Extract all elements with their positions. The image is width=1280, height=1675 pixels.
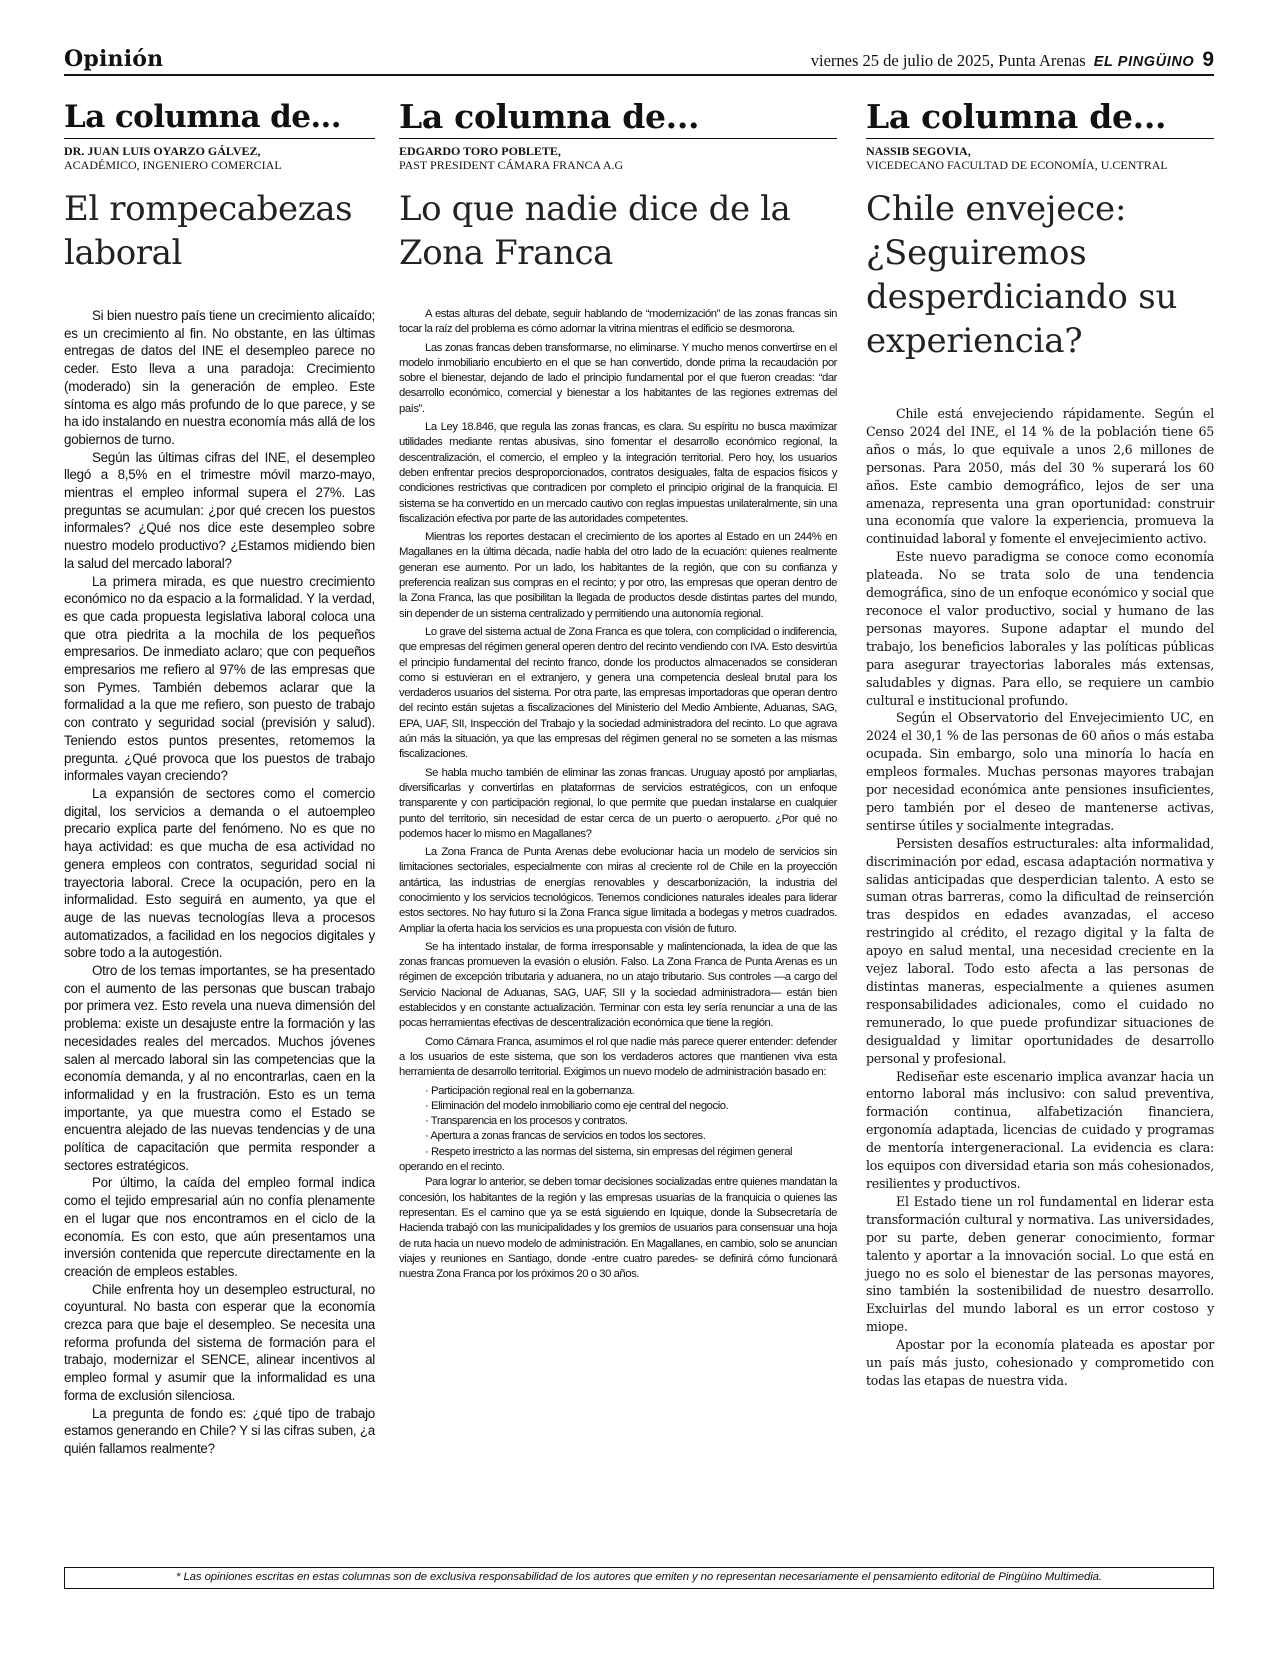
paragraph: La pregunta de fondo es: ¿qué tipo de trabajo estamos generando en Chile? Y si las cifras suben, ¿a quién fallamos realmente?	[64, 1405, 375, 1456]
paragraph: El Estado tiene un rol fundamental en liderar esta transformación cultural y normativa. Las universidades, por su parte, deben generar conocimiento, formar talento y aportar a la innovación social. Lo que está en juego no es solo el bienestar de las personas mayores, sino también la sostenibilidad de nuestro desarrollo. Excluirlas del mundo laboral es un error costoso y miope.	[866, 1193, 1214, 1335]
paragraph: Chile enfrenta hoy un desempleo estructural, no coyuntural. No basta con esperar que la economía crezca para que baje el desempleo. Se necesita una reforma profunda del sistema de formación para el trabajo, modernizar el SENCE, alinear incentivos al empleo formal y asumir que la informalidad es una forma de exclusión silenciosa.	[64, 1281, 375, 1403]
bullet-item: · Apertura a zonas francas de servicios en todos los sectores.	[425, 1130, 706, 1143]
bullet-item: · Respeto irrestricto a las normas del sistema, sin empresas del régimen general operando en el recinto.	[399, 1145, 793, 1174]
column-oyarzo	[64, 98, 375, 1458]
paragraph: Se ha intentado instalar, de forma irresponsable y malintencionada, la idea de que las zonas francas promueven la evasión o elusión. Falso. La Zona Franca de Punta Arenas es un régimen de excepción tributaria y aduanera, no un atajo tributario. Sus controles —a cargo del Servicio Nacional de Aduanas, SAG, UAF, SII y la sociedad administradora— están bien establecidos y en constante actualización. Terminar con esta ley sería renunciar a una de las pocas herramientas efectivas de descentralización económica que tiene la región.	[399, 940, 837, 1030]
author-role: ACADÉMICO, INGENIERO COMERCIAL	[64, 158, 282, 172]
bullet-item: · Participación regional real en la gobernanza.	[425, 1084, 635, 1097]
author-role: PAST PRESIDENT CÁMARA FRANCA A.G	[399, 158, 624, 172]
author-role: VICEDECANO FACULTAD DE ECONOMÍA, U.CENTRAL	[866, 158, 1168, 172]
masthead-right	[811, 48, 1214, 72]
article-body	[866, 405, 1214, 1390]
page-number: 9	[1202, 48, 1214, 71]
article-body	[64, 307, 375, 1458]
author-name: DR. JUAN LUIS OYARZO GÁLVEZ,	[64, 144, 261, 158]
column-segovia	[866, 98, 1214, 1390]
article-headline: Chile envejece: ¿Seguiremos desperdiciando su experiencia?	[866, 189, 1178, 361]
paragraph: Otro de los temas importantes, se ha presentado con el aumento de las personas que buscan trabajo por primera vez. Esto revela una nueva dimensión del problema: existe un desajuste entre la formación y las necesidades reales del mercados. Muchos jóvenes salen al mercado laboral sin las competencias que la economía demanda, y al no encontrarlas, caen en la informalidad y en la frustración. Esto es un tema importante, ya que muestra como el Estado se encuentra alejado de las nuevas tendencias y de una política de capacitación que permita responder a sectores estratégicos.	[64, 963, 375, 1173]
paragraph: La primera mirada, es que nuestro crecimiento económico no da espacio a la formalidad. Y la verdad, es que cada propuesta legislativa laboral coloca una que otra piedrita a la mochila de los pequeños empresarios. De inmediato aclaro; que con pequeños empresarios me refiero al 97% de las empresas que son Pymes. También debemos aclarar que la formalidad a la que me refiero, son puesto de trabajo con contrato y seguridad social (previsión y salud). Teniendo estos puntos presentes, retomemos la pregunta. ¿Qué provoca que los puestos de trabajo informales vayan creciendo?	[64, 573, 375, 784]
paragraph: Rediseñar este escenario implica avanzar hacia un entorno laboral más inclusivo: con salud preventiva, formación continua, alfabetización financiera, ergonomía adaptada, licencias de cuidado y programas de mentoría intergeneracional. La evidencia es clara: los equipos con diversidad etaria son más cohesionados, resilientes y productivos.	[866, 1068, 1214, 1191]
paragraph: Mientras los reportes destacan el crecimiento de los aportes al Estado en un 244% en Magallanes en la última década, nadie habla del otro lado de la ecuación: quienes realmente generan ese aumento. Por un lado, los habitantes de la región, que con su confianza y preferencia realizan sus compras en el recinto; y por otro, las empresas que operan dentro de la Zona Franca, las que posibilitan la llegada de productos desde distintas partes del mundo, sin depender de un sistema centralizado y permitiendo una autonomía regional.	[399, 531, 837, 620]
paper-logo: EL PINGÜINO	[1093, 54, 1195, 70]
column-kicker: La columna de...	[64, 98, 375, 139]
paragraph: Chile está envejeciendo rápidamente. Según el Censo 2024 del INE, el 14 % de la población tiene 65 años o más, lo que equivale a unos 2,6 millones de personas. Para 2050, más del 30 % superará los 60 años. Este cambio demográfico, lejos de ser una amenaza, representa una gran oportunidad: construir una economía que valore la experiencia, promueva la continuidad laboral y fomente el envejecimiento activo.	[866, 406, 1214, 547]
column-kicker: La columna de...	[866, 98, 1214, 139]
article-headline: Lo que nadie dice de la Zona Franca	[399, 189, 791, 273]
column-kicker: La columna de...	[399, 98, 837, 139]
paragraph: La expansión de sectores como el comercio digital, los servicios a demanda o el autoempleo precario explica parte del fenómeno. No es que no haya actividad: es que mucha de esa actividad no genera empleos con contratos, seguridad social ni trayectoria laboral. Crece la ocupación, pero en la informalidad. Esto seguirá en aumento, ya que el auge de las nuevas tecnologías lleva a procesos automatizados, a facilidad en los negocios digitales y sobre todo a la autogestión.	[64, 785, 375, 961]
paragraph: Persisten desafíos estructurales: alta informalidad, discriminación por edad, escasa adaptación normativa y salidas anticipadas que desperdician talento. A esto se suman otras barreras, como la dificultad de reinserción tras despidos en edades avanzadas, el acceso restringido al crédito, el rezago digital y la falta de apoyo en salud mental, una necesidad creciente en la vejez laboral. Todo esto afecta a las personas de distintas maneras, especialmente a quienes asumen responsabilidades adicionales, como el cuidado no remunerado, lo que puede profundizar situaciones de desigualdad y limitar oportunidades de desarrollo personal y profesional.	[866, 835, 1214, 1066]
paragraph: Para lograr lo anterior, se deben tomar decisiones socializadas entre quienes mandatan la concesión, los habitantes de la región y las empresas usuarias de la franquicia o quienes las representan. Es el camino que ya se está siguiendo en Iquique, donde la Subsecretaría de Hacienda trabajó con las municipalidades y los gremios de usuarios para consensuar una hoja de ruta hacia un nuevo modelo de administración. En Magallanes, en cambio, solo se anuncian viajes y reuniones en Santiago, donde -entre cuatro paredes- se definirá cómo funcionará nuestra Zona Franca por los próximos 20 o 30 años.	[399, 1176, 837, 1281]
disclaimer-box	[64, 1567, 1214, 1589]
page-masthead	[64, 46, 1214, 76]
paragraph: Este nuevo paradigma se conoce como economía plateada. No se trata solo de una tendencia demográfica, sino de un enfoque económico y social que reconoce el valor productivo, social y humano de las personas mayores. Supone adaptar el mundo del trabajo, los beneficios laborales y las políticas públicas para asegurar trayectorias laborales más extensas, saludables y dignas. Para ello, se requiere un cambio cultural e institucional profundo.	[866, 549, 1214, 708]
bullet-item: · Eliminación del modelo inmobiliario como eje central del negocio.	[425, 1099, 729, 1112]
paragraph: Por último, la caída del empleo formal indica como el tejido empresarial aún no confía plenamente en el lugar que nos encontramos en el ciclo de la economía. Es con esto, que aún presentamos una inversión contenida que repercute directamente en la creación de empleos estables.	[64, 1175, 375, 1279]
paragraph: Las zonas francas deben transformarse, no eliminarse. Y mucho menos convertirse en el modelo inmobiliario encubierto en el que se han convertido, donde prima la recaudación por sobre el bienestar, dejando de lado el principio fundamental por el que fueron creadas: “dar desarrollo económico, comercial y bienestar a los habitantes de las regiones extremas del país”.	[399, 341, 837, 415]
section-name: Opinión	[64, 46, 164, 72]
paragraph: A estas alturas del debate, seguir hablando de “modernización” de las zonas francas sin tocar la raíz del problema es cómo adornar la vitrina mientras el edificio se desmorona.	[399, 308, 837, 336]
paragraph: Apostar por la economía plateada es apostar por un país más justo, cohesionado y comprometido con todas las etapas de nuestra vida.	[866, 1337, 1214, 1388]
author-name: EDGARDO TORO POBLETE,	[399, 144, 561, 158]
author-name: NASSIB SEGOVIA,	[866, 144, 971, 158]
bullet-item: · Transparencia en los procesos y contratos.	[425, 1115, 628, 1128]
paragraph: Lo grave del sistema actual de Zona Franca es que tolera, con complicidad o indiferencia, que empresas del régimen general operen dentro del recinto vendiendo con IVA. Esto desvirtúa el principio fundamental del recinto franco, donde los productos almacenados se consideran como si estuvieran en el extranjero, y genera una competencia desleal brutal para los verdaderos usuarios del sistema. Por otra parte, las empresas importadoras que operan dentro del recinto están sujetas a fiscalizaciones del Ministerio del Medio Ambiente, Aduanas, SAG, EPA, UAF, SII, Inspección del Trabajo y la sociedad administradora del recinto. Lo que agrava aún más la situación, ya que las empresas del régimen general no se someten a las mismas fiscalizaciones.	[399, 625, 837, 761]
article-headline: El rompecabezas laboral	[64, 189, 353, 273]
paragraph: Según el Observatorio del Envejecimiento UC, en 2024 el 30,1 % de las personas de 60 años o más estaba ocupada. Sin embargo, solo una minoría lo hacía en empleos formales. Muchas personas mayores trabajan por necesidad económica ante pensiones insuficientes, pero también por el deseo de mantenerse activas, sentirse útiles y socialmente integradas.	[866, 710, 1214, 833]
article-body	[399, 307, 837, 1282]
column-toro	[399, 98, 837, 1285]
paragraph: La Zona Franca de Punta Arenas debe evolucionar hacia un modelo de servicios sin limitaciones sectoriales, especialmente con miras al creciente rol de Chile en la proyección antártica, las industrias de energías renovables y descarbonización, la industria del conocimiento y los servicios tecnológicos. Tenemos condiciones naturales ideales para liderar estos sectores. No hay futuro si la Zona Franca sigue limitada a bodegas y metros cuadrados. Ampliar la oferta hacia los servicios es una propuesta con visión de futuro.	[399, 846, 837, 935]
paragraph: La Ley 18.846, que regula las zonas francas, es clara. Su espíritu no busca maximizar utilidades mediante rentas abusivas, sino fomentar el desarrollo económico regional, la descentralización, el comercio, el empleo y la integración territorial. Pero hoy, los usuarios deben enfrentar precios desproporcionados, contratos desiguales, falta de espacios físicos y condiciones restrictivas que contradicen por completo el principio original de la franquicia. El sistema se ha convertido en un mercado cautivo con reglas impuestas unilateralmente, sin una fiscalización efectiva por parte de las autoridades competentes.	[399, 421, 837, 525]
dateline: viernes 25 de julio de 2025, Punta Arenas	[810, 51, 1086, 70]
disclaimer-text: * Las opiniones escritas en estas columnas son de exclusiva responsabilidad de los autores que emiten y no representan necesariamente el pensamiento editorial de Pingüino Multimedia.	[176, 1571, 1102, 1583]
paragraph: Si bien nuestro país tiene un crecimiento alicaído; es un crecimiento al fin. No obstante, en las últimas entregas de datos del INE el desempleo parece no ceder. Esto lleva a una paradoja: Crecimiento (moderado) sin la generación de empleo. Este síntoma es algo más profundo de lo que parece, y se ha ido instalando en nuestra economía más allá de los gobiernos de turno.	[64, 308, 375, 447]
paragraph: Se habla mucho también de eliminar las zonas francas. Uruguay apostó por ampliarlas, diversificarlas y convertirlas en plataformas de servicios estratégicos, con un enfoque transparente y con participación regional, lo que permite que puedan instalarse en cualquier punto del territorio, sin necesidad de estar cerca de un puerto o aeropuerto. ¿Por qué no podemos hacer lo mismo en Magallanes?	[399, 766, 837, 840]
paragraph: Según las últimas cifras del INE, el desempleo llegó a 8,5% en el trimestre móvil marzo-mayo, mientras el empleo informal supera el 27%. Las preguntas se acumulan: ¿por qué crecen los puestos informales? ¿Qué nos dice este desempleo sobre nuestro modelo productivo? ¿Estamos midiendo bien la salud del mercado laboral?	[64, 449, 375, 571]
paragraph: Como Cámara Franca, asumimos el rol que nadie más parece querer entender: defender a los usuarios de este sistema, que son los verdaderos actores que mantienen viva esta herramienta de desarrollo territorial. Exigimos un nuevo modelo de administración basado en:	[399, 1035, 837, 1079]
